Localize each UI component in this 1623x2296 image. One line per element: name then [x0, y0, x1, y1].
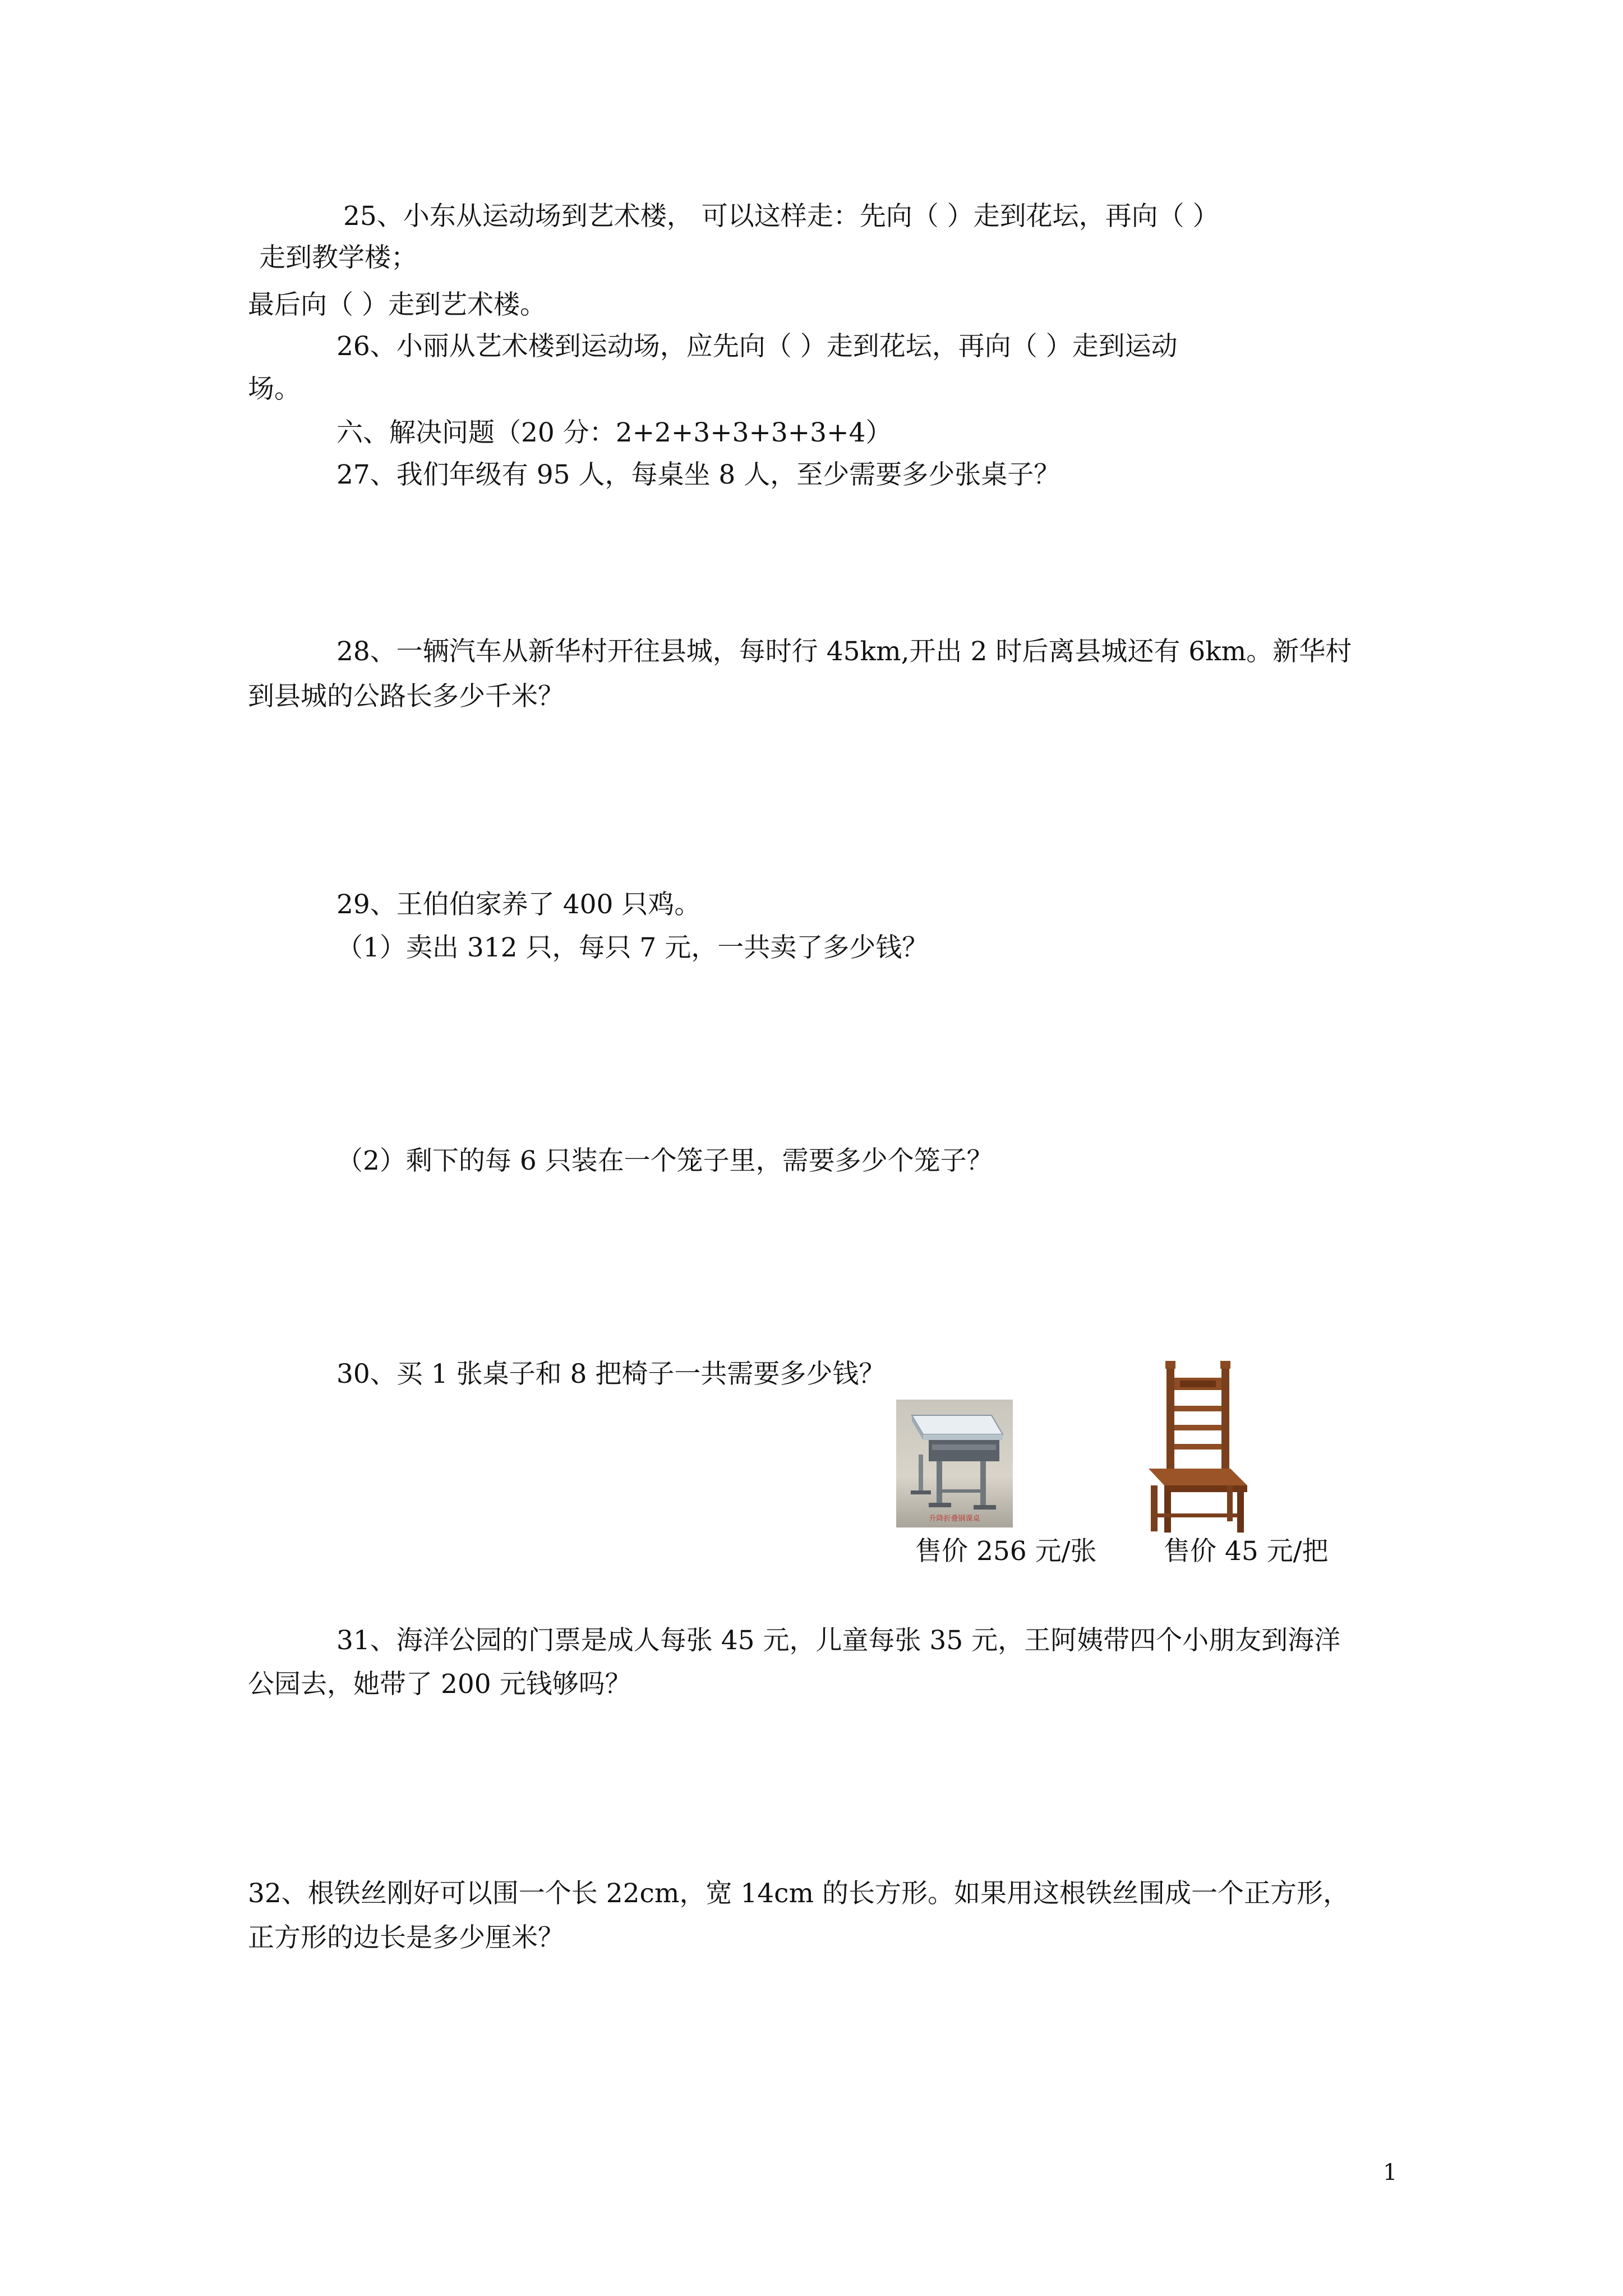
desk-price: 售价 256 元/张 — [915, 1536, 1097, 1567]
desk-image-caption: 升降折叠钢课桌 — [929, 1515, 980, 1523]
section-heading: 六、解决问题（20 分：2+2+3+3+3+3+4） — [336, 417, 892, 448]
q31-line1: 31、海洋公园的门票是成人每张 45 元，儿童每张 35 元，王阿姨带四个小朋友到海洋 — [336, 1625, 1341, 1656]
q28-line2: 到县城的公路长多少千米？ — [248, 681, 564, 712]
q25-line1: 25、小东从运动场到艺术楼， 可以这样走：先向（ ）走到花坛，再向（ ） — [343, 201, 1219, 232]
q28-line1: 28、一辆汽车从新华村开往县城，每时行 45km,开出 2 时后离县城还有 6km。新华村 — [336, 636, 1352, 667]
q29-part2: （2）剩下的每 6 只装在一个笼子里，需要多少个笼子？ — [336, 1145, 993, 1176]
q32-line1: 32、根铁丝刚好可以围一个长 22cm，宽 14cm 的长方形。如果用这根铁丝围成一个正方形， — [248, 1878, 1350, 1909]
q26-line1: 26、小丽从艺术楼到运动场，应先向（ ）走到花坛，再向（ ）走到运动 — [336, 331, 1178, 362]
q29-part1: （1）卖出 312 只，每只 7 元，一共卖了多少钱？ — [336, 932, 929, 963]
page-number: 1 — [1383, 2160, 1398, 2185]
q25-line3: 最后向（ ）走到艺术楼。 — [248, 289, 546, 320]
chair-price: 售价 45 元/把 — [1164, 1536, 1329, 1567]
q25-line2: 走到教学楼； — [259, 242, 417, 273]
q27-text: 27、我们年级有 95 人，每桌坐 8 人，至少需要多少张桌子？ — [336, 459, 1061, 490]
desk-image — [896, 1400, 1013, 1527]
q29-title: 29、王伯伯家养了 400 只鸡。 — [336, 889, 701, 920]
q26-line2: 场。 — [248, 374, 301, 404]
chair-image — [1127, 1353, 1262, 1533]
q30-text: 30、买 1 张桌子和 8 把椅子一共需要多少钱？ — [336, 1359, 886, 1389]
q32-line2: 正方形的边长是多少厘米？ — [248, 1922, 564, 1953]
q31-line2: 公园去，她带了 200 元钱够吗？ — [248, 1669, 631, 1700]
